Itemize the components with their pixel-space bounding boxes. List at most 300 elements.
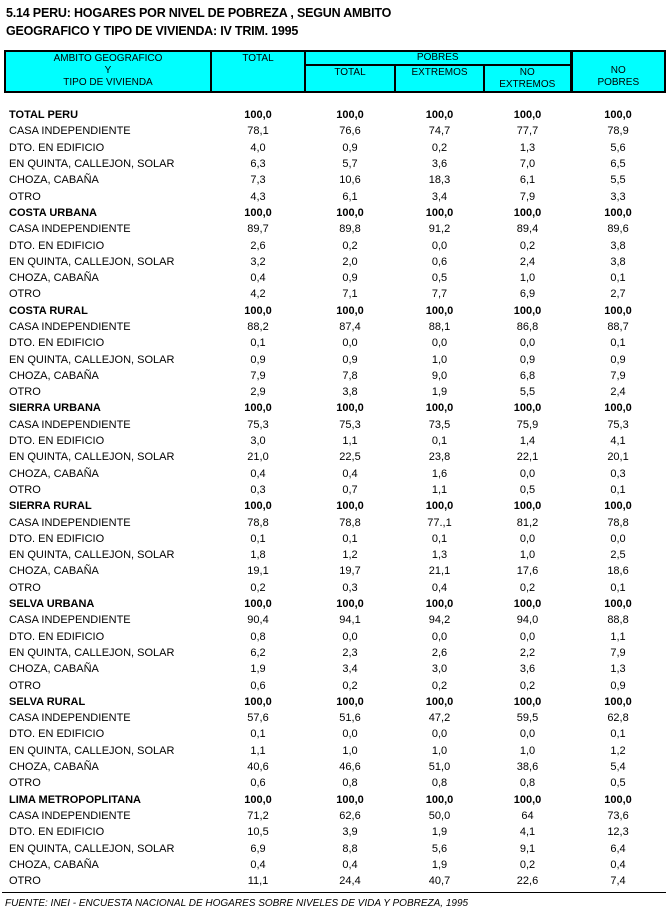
header-no-pobres — [571, 51, 665, 92]
value-cell: 1,3 — [519, 141, 536, 154]
table-row — [5, 123, 665, 139]
value-cell: 100,0 — [336, 695, 364, 708]
value-cell: 7,0 — [519, 158, 536, 171]
value-cell: 7,7 — [431, 288, 448, 301]
value-cell: 7,8 — [342, 369, 358, 382]
table-row — [5, 726, 665, 742]
value-cell: 100,0 — [425, 598, 454, 611]
value-cell: 0,9 — [342, 141, 358, 154]
value-cell: 10,5 — [247, 826, 269, 839]
table-row — [5, 677, 665, 693]
value-cell: 21,0 — [247, 451, 269, 464]
header-total: TOTAL — [211, 51, 305, 92]
table-row — [5, 710, 665, 726]
value-cell: 91,2 — [428, 223, 451, 236]
value-cell: 3,8 — [342, 386, 358, 399]
header-pobres-no-extremos — [484, 65, 571, 92]
value-cell: 9,0 — [431, 369, 448, 382]
value-cell: 100,0 — [244, 304, 272, 317]
value-cell: 6,3 — [250, 158, 266, 171]
row-label: EN QUINTA, CALLEJON, SOLAR — [9, 353, 175, 366]
value-cell: 0,6 — [431, 255, 448, 268]
value-cell: 1,3 — [610, 663, 626, 676]
table-row — [5, 514, 665, 530]
table-row — [5, 759, 665, 775]
value-cell: 0,5 — [519, 483, 536, 496]
value-cell: 7,9 — [250, 369, 266, 382]
value-cell: 100,0 — [604, 598, 632, 611]
value-cell: 1,0 — [342, 744, 358, 757]
value-cell: 0,1 — [610, 483, 626, 496]
value-cell: 51,0 — [428, 761, 451, 774]
row-label: CHOZA, CABAÑA — [9, 369, 99, 382]
value-cell: 5,6 — [610, 141, 626, 154]
value-cell: 6,8 — [519, 369, 536, 382]
row-label: OTRO — [9, 483, 41, 496]
table-row — [5, 531, 665, 547]
row-label: OTRO — [9, 190, 41, 203]
row-label: EN QUINTA, CALLEJON, SOLAR — [9, 451, 175, 464]
row-label: DTO. EN EDIFICIO — [9, 826, 105, 839]
value-cell: 100,0 — [244, 109, 272, 122]
value-cell: 5,5 — [610, 174, 626, 187]
table-row — [5, 237, 665, 253]
section-label: SIERRA RURAL — [9, 500, 92, 513]
value-cell: 1,6 — [431, 467, 448, 480]
header-ambito-line2: Y — [104, 65, 112, 76]
value-cell: 0,0 — [342, 337, 358, 350]
value-cell: 0,1 — [431, 435, 448, 448]
value-cell: 0,9 — [519, 353, 536, 366]
table-body — [5, 92, 665, 889]
value-cell: 0,3 — [610, 467, 626, 480]
row-label: CASA INDEPENDIENTE — [9, 614, 131, 627]
value-cell: 100,0 — [336, 402, 364, 415]
value-cell: 12,3 — [607, 826, 629, 839]
value-cell: 0,2 — [342, 679, 358, 692]
value-cell: 0,9 — [342, 272, 358, 285]
value-cell: 0,7 — [342, 483, 358, 496]
value-cell: 0,0 — [431, 337, 448, 350]
table-row — [5, 319, 665, 335]
value-cell: 3,4 — [431, 190, 448, 203]
value-cell: 1,1 — [610, 630, 626, 643]
value-cell: 75,3 — [339, 418, 361, 431]
value-cell: 78,1 — [247, 125, 269, 138]
value-cell: 87,4 — [339, 321, 361, 333]
header-pobres-extremos: EXTREMOS — [395, 65, 484, 92]
row-label: CASA INDEPENDIENTE — [9, 516, 131, 529]
value-cell: 100,0 — [425, 695, 454, 708]
section-row — [5, 791, 665, 807]
value-cell: 5,6 — [431, 842, 448, 855]
section-label: COSTA URBANA — [9, 206, 97, 219]
value-cell: 7,9 — [610, 369, 626, 382]
table-header — [5, 51, 665, 92]
title-line-2: GEOGRAFICO Y TIPO DE VIVIENDA: IV TRIM. 1995 — [6, 24, 299, 38]
value-cell: 19,7 — [339, 565, 361, 578]
value-cell: 100,0 — [513, 206, 542, 219]
value-cell: 1,8 — [250, 549, 266, 562]
value-cell: 100,0 — [604, 402, 632, 415]
value-cell: 0,1 — [250, 532, 266, 545]
header-pobres-total: TOTAL — [305, 65, 395, 92]
value-cell: 100,0 — [244, 598, 272, 611]
value-cell: 0,0 — [519, 728, 536, 741]
section-row — [5, 107, 665, 123]
row-label: OTRO — [9, 581, 41, 594]
title-line-1: 5.14 PERU: HOGARES POR NIVEL DE POBREZA , SEGUN AMBITO — [6, 6, 392, 20]
value-cell: 1,0 — [431, 353, 448, 366]
value-cell: 88,8 — [607, 614, 629, 627]
value-cell: 90,4 — [247, 614, 269, 627]
value-cell: 38,6 — [516, 761, 539, 774]
value-cell: 0,2 — [519, 858, 536, 871]
value-cell: 1,9 — [431, 386, 448, 399]
value-cell: 1,0 — [519, 744, 536, 757]
value-cell: 74,7 — [428, 125, 451, 138]
value-cell: 0,4 — [250, 858, 266, 871]
value-cell: 0,1 — [250, 337, 266, 350]
value-cell: 100,0 — [604, 304, 632, 317]
value-cell: 2,9 — [250, 386, 266, 399]
value-cell: 100,0 — [244, 793, 272, 806]
value-cell: 0,9 — [342, 353, 358, 366]
value-cell: 100,0 — [336, 109, 364, 122]
value-cell: 3,0 — [250, 435, 266, 448]
row-label: CASA INDEPENDIENTE — [9, 223, 131, 236]
value-cell: 0,1 — [610, 272, 626, 285]
value-cell: 0,1 — [342, 532, 358, 545]
table-row — [5, 873, 665, 889]
value-cell: 1,4 — [519, 435, 536, 448]
value-cell: 78,8 — [607, 516, 629, 529]
section-label: COSTA RURAL — [9, 304, 88, 317]
value-cell: 6,9 — [519, 288, 536, 301]
row-label: CASA INDEPENDIENTE — [9, 712, 131, 725]
value-cell: 0,4 — [250, 467, 266, 480]
value-cell: 100,0 — [244, 695, 272, 708]
value-cell: 0,9 — [610, 679, 626, 692]
row-label: DTO. EN EDIFICIO — [9, 141, 105, 154]
value-cell: 3,6 — [431, 158, 448, 171]
value-cell: 4,0 — [250, 141, 266, 154]
table-row — [5, 547, 665, 563]
value-cell: 1,0 — [431, 744, 448, 757]
value-cell: 0,5 — [431, 272, 448, 285]
value-cell: 100,0 — [425, 109, 454, 122]
value-cell: 20,1 — [607, 451, 629, 464]
header-no-extremos-line1: NO — [519, 67, 535, 78]
value-cell: 6,9 — [250, 842, 266, 855]
value-cell: 100,0 — [425, 206, 454, 219]
value-cell: 100,0 — [244, 500, 272, 513]
value-cell: 0,8 — [519, 777, 536, 790]
value-cell: 100,0 — [513, 793, 542, 806]
value-cell: 0,1 — [610, 728, 626, 741]
table-row — [5, 466, 665, 482]
value-cell: 0,2 — [519, 679, 536, 692]
value-cell: 100,0 — [513, 598, 542, 611]
table-row — [5, 563, 665, 579]
value-cell: 94,1 — [339, 614, 361, 627]
value-cell: 94,2 — [428, 614, 451, 627]
value-cell: 22,6 — [516, 875, 539, 888]
page-title — [6, 4, 391, 40]
value-cell: 0,2 — [519, 581, 536, 594]
value-cell: 0,9 — [610, 353, 626, 366]
value-cell: 3,3 — [610, 190, 626, 203]
value-cell: 0,1 — [610, 337, 626, 350]
value-cell: 73,6 — [607, 809, 629, 822]
table-row — [5, 857, 665, 873]
value-cell: 0,4 — [610, 858, 626, 871]
section-label: LIMA METROPOPLITANA — [9, 793, 141, 806]
value-cell: 18,3 — [428, 174, 451, 187]
table-row — [5, 661, 665, 677]
value-cell: 0,8 — [342, 777, 358, 790]
value-cell: 7,4 — [610, 875, 626, 888]
value-cell: 88,1 — [428, 321, 451, 333]
value-cell: 19,1 — [247, 565, 269, 578]
value-cell: 2,4 — [610, 386, 626, 399]
row-label: CASA INDEPENDIENTE — [9, 418, 131, 431]
row-label: CHOZA, CABAÑA — [9, 467, 99, 480]
value-cell: 73,5 — [428, 418, 451, 431]
value-cell: 22,1 — [516, 451, 539, 464]
row-label: CHOZA, CABAÑA — [9, 858, 99, 871]
header-ambito-line3: TIPO DE VIVIENDA — [63, 77, 153, 88]
value-cell: 21,1 — [428, 565, 451, 578]
value-cell: 5,7 — [342, 158, 358, 171]
value-cell: 51,6 — [339, 712, 361, 725]
value-cell: 3,0 — [431, 663, 448, 676]
row-label: CHOZA, CABAÑA — [9, 565, 99, 578]
value-cell: 7,1 — [342, 288, 358, 301]
table-row — [5, 368, 665, 384]
value-cell: 100,0 — [604, 695, 632, 708]
value-cell: 100,0 — [336, 304, 364, 317]
row-label: CHOZA, CABAÑA — [9, 272, 99, 285]
value-cell: 59,5 — [516, 712, 539, 725]
value-cell: 100,0 — [604, 793, 632, 806]
table-row — [5, 645, 665, 661]
value-cell: 88,2 — [247, 321, 269, 333]
value-cell: 76,6 — [339, 125, 361, 138]
value-cell: 3,9 — [342, 826, 358, 839]
value-cell: 57,6 — [247, 712, 269, 725]
value-cell: 75,9 — [516, 418, 539, 431]
value-cell: 9,1 — [519, 842, 536, 855]
value-cell: 3,8 — [610, 239, 626, 252]
table-row — [5, 612, 665, 628]
value-cell: 89,6 — [607, 223, 629, 236]
value-cell: 100,0 — [244, 206, 272, 219]
row-label: CHOZA, CABAÑA — [9, 663, 99, 676]
value-cell: 0,0 — [431, 630, 448, 643]
value-cell: 1,3 — [431, 549, 448, 562]
table-row — [5, 172, 665, 188]
value-cell: 3,6 — [519, 663, 536, 676]
value-cell: 22,5 — [339, 451, 361, 464]
value-cell: 2,0 — [342, 255, 358, 268]
row-label: DTO. EN EDIFICIO — [9, 728, 105, 741]
table-row — [5, 482, 665, 498]
value-cell: 100,0 — [425, 500, 454, 513]
header-no-extremos-line2: EXTREMOS — [499, 79, 556, 90]
value-cell: 2,3 — [342, 646, 358, 659]
value-cell: 46,6 — [339, 761, 361, 774]
value-cell: 100,0 — [604, 500, 632, 513]
row-label: OTRO — [9, 288, 41, 301]
section-label: TOTAL PERU — [9, 109, 79, 122]
value-cell: 0,3 — [250, 483, 266, 496]
row-label: CASA INDEPENDIENTE — [9, 125, 131, 138]
value-cell: 0,5 — [610, 777, 626, 790]
value-cell: 100,0 — [244, 402, 272, 415]
section-label: SIERRA URBANA — [9, 402, 101, 415]
value-cell: 1,1 — [342, 435, 358, 448]
value-cell: 1,0 — [519, 272, 536, 285]
section-label: SELVA RURAL — [9, 695, 86, 708]
row-label: EN QUINTA, CALLEJON, SOLAR — [9, 549, 175, 562]
value-cell: 0,6 — [250, 777, 266, 790]
row-label: DTO. EN EDIFICIO — [9, 239, 105, 252]
section-row — [5, 596, 665, 612]
table-row — [5, 808, 665, 824]
row-label: CASA INDEPENDIENTE — [9, 321, 131, 333]
value-cell: 0,0 — [431, 239, 448, 252]
section-row — [5, 400, 665, 416]
table-row — [5, 580, 665, 596]
value-cell: 7,9 — [519, 190, 536, 203]
table-row — [5, 824, 665, 840]
value-cell: 71,2 — [247, 809, 269, 822]
section-label: SELVA URBANA — [9, 598, 95, 611]
value-cell: 50,0 — [428, 809, 451, 822]
value-cell: 10,6 — [339, 174, 361, 187]
value-cell: 3,4 — [342, 663, 358, 676]
value-cell: 100,0 — [604, 109, 632, 122]
value-cell: 0,0 — [519, 630, 536, 643]
value-cell: 100,0 — [513, 402, 542, 415]
value-cell: 100,0 — [336, 500, 364, 513]
section-row — [5, 205, 665, 221]
value-cell: 0,1 — [610, 581, 626, 594]
value-cell: 100,0 — [425, 793, 454, 806]
value-cell: 1,9 — [431, 826, 448, 839]
value-cell: 2,6 — [250, 239, 266, 252]
table-row — [5, 254, 665, 270]
value-cell: 24,4 — [339, 875, 361, 888]
table-row — [5, 417, 665, 433]
footer-source: FUENTE: INEI - ENCUESTA NACIONAL DE HOGARES SOBRE NIVELES DE VIDA Y POBREZA, 1995 — [5, 898, 469, 909]
row-label: CASA INDEPENDIENTE — [9, 809, 131, 822]
value-cell: 64 — [521, 809, 534, 822]
poverty-table — [4, 50, 666, 889]
value-cell: 0,0 — [342, 630, 358, 643]
value-cell: 1,1 — [431, 483, 448, 496]
value-cell: 6,4 — [610, 842, 626, 855]
value-cell: 0,4 — [342, 467, 358, 480]
value-cell: 100,0 — [425, 304, 454, 317]
table-row — [5, 188, 665, 204]
table-row — [5, 221, 665, 237]
value-cell: 0,0 — [610, 532, 626, 545]
value-cell: 78,9 — [607, 125, 629, 138]
value-cell: 0,1 — [250, 728, 266, 741]
table-row — [5, 775, 665, 791]
value-cell: 89,8 — [339, 223, 361, 236]
header-pobres-group: POBRES — [305, 51, 571, 65]
value-cell: 0,6 — [250, 679, 266, 692]
value-cell: 0,1 — [431, 532, 448, 545]
value-cell: 0,8 — [431, 777, 448, 790]
value-cell: 0,2 — [431, 679, 448, 692]
row-label: DTO. EN EDIFICIO — [9, 337, 105, 350]
value-cell: 4,2 — [250, 288, 266, 301]
value-cell: 4,1 — [610, 435, 626, 448]
value-cell: 2,7 — [610, 288, 626, 301]
value-cell: 0,2 — [342, 239, 358, 252]
value-cell: 17,6 — [516, 565, 539, 578]
value-cell: 78,8 — [247, 516, 269, 529]
row-label: OTRO — [9, 777, 41, 790]
row-label: DTO. EN EDIFICIO — [9, 435, 105, 448]
value-cell: 0,4 — [431, 581, 448, 594]
row-label: EN QUINTA, CALLEJON, SOLAR — [9, 842, 175, 855]
value-cell: 7,9 — [610, 646, 626, 659]
value-cell: 100,0 — [513, 500, 542, 513]
value-cell: 78,8 — [339, 516, 361, 529]
section-row — [5, 303, 665, 319]
value-cell: 62,8 — [607, 712, 629, 725]
value-cell: 40,7 — [428, 875, 451, 888]
value-cell: 75,3 — [607, 418, 629, 431]
value-cell: 2,4 — [519, 255, 536, 268]
value-cell: 77,7 — [516, 125, 539, 138]
value-cell: 0,4 — [342, 858, 358, 871]
table-row — [5, 384, 665, 400]
value-cell: 88,7 — [607, 321, 629, 333]
value-cell: 100,0 — [513, 695, 542, 708]
row-label: DTO. EN EDIFICIO — [9, 532, 105, 545]
footer-rule — [2, 892, 666, 893]
header-ambito-line1: AMBITO GEOGRAFICO — [53, 53, 163, 64]
value-cell: 1,2 — [610, 744, 626, 757]
value-cell: 4,1 — [519, 826, 536, 839]
value-cell: 4,3 — [250, 190, 266, 203]
row-label: CHOZA, CABAÑA — [9, 761, 99, 774]
value-cell: 89,7 — [247, 223, 269, 236]
value-cell: 0,0 — [519, 532, 536, 545]
value-cell: 0,3 — [342, 581, 358, 594]
value-cell: 8,8 — [342, 842, 358, 855]
value-cell: 1,9 — [250, 663, 266, 676]
value-cell: 100,0 — [513, 109, 542, 122]
value-cell: 3,2 — [250, 255, 266, 268]
row-label: OTRO — [9, 386, 41, 399]
value-cell: 75,3 — [247, 418, 269, 431]
value-cell: 7,3 — [250, 174, 266, 187]
value-cell: 0,0 — [519, 337, 536, 350]
row-label: EN QUINTA, CALLEJON, SOLAR — [9, 158, 175, 171]
value-cell: 18,6 — [607, 565, 629, 578]
value-cell: 100,0 — [336, 598, 364, 611]
table-row — [5, 743, 665, 759]
value-cell: 0,4 — [250, 272, 266, 285]
value-cell: 5,4 — [610, 761, 626, 774]
